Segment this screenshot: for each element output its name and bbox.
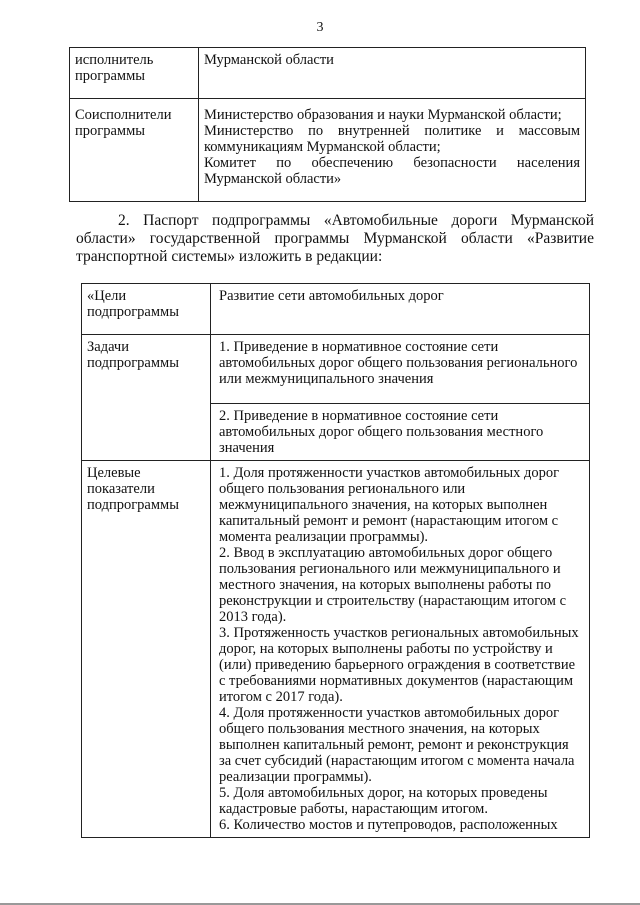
executor-label: исполнитель программы — [70, 48, 199, 99]
paragraph-line: области» государственной программы Мурманской области «Развитие — [76, 230, 594, 247]
task-item: 2. Приведение в нормативное состояние сети автомобильных дорог общего пользования местного значения — [211, 404, 590, 461]
executor-value: Мурманской области — [199, 48, 586, 99]
table-row — [70, 99, 586, 202]
indicator-item: 4. Доля протяженности участков автомобильных дорог общего пользования местного значения, на которых выполнен капитальный ремонт, ремонт и реконструкция за счет субсидий (нарастающим итогом с момента начала реализации программы). — [219, 705, 575, 785]
paragraph-line: 2. Паспорт подпрограммы «Автомобильные дороги Мурманской — [118, 212, 594, 229]
indicator-item: 3. Протяженность участков региональных автомобильных дорог, на которых выполнены работы по устройству и (или) приведению барьерного ограждения в соответствие с требованиями нормативных документов (нарастающим итогом с 2017 года). — [219, 625, 579, 705]
table-row — [82, 284, 590, 335]
goals-value: Развитие сети автомобильных дорог — [211, 284, 590, 335]
program-executors-table — [69, 47, 586, 202]
co-executor-item: Министерство образования и науки Мурманской области; — [204, 107, 562, 123]
co-executor-item: Министерство по внутренней политике и массовым коммуникациям Мурманской области; — [204, 123, 580, 155]
indicator-item: 6. Количество мостов и путепроводов, расположенных — [219, 817, 558, 833]
indicator-item: 2. Ввод в эксплуатацию автомобильных дорог общего пользования регионального или межмуниципального и местного значения, на которых выполнены работы по реконструкции и строительству (нарастающим итогом с 2013 года). — [219, 545, 567, 625]
task-item: 1. Приведение в нормативное состояние сети автомобильных дорог общего пользования регионального или межмуниципального значения — [211, 335, 590, 404]
page-number: 3 — [316, 20, 324, 35]
subprogram-passport-table — [81, 283, 590, 838]
tasks-label: Задачи подпрограммы — [82, 335, 211, 461]
indicators-list — [211, 461, 590, 838]
indicators-label: Целевые показатели подпрограммы — [82, 461, 211, 838]
table-row — [82, 461, 590, 838]
table-row — [82, 335, 590, 404]
co-executor-item: Комитет по обеспечению безопасности населения Мурманской области» — [204, 155, 580, 187]
table-row — [70, 48, 586, 99]
indicator-item: 1. Доля протяженности участков автомобильных дорог общего пользования регионального или межмуниципального значения, на которых выполнен капитальный ремонт и ремонт (нарастающим итогом с момента реализации программы). — [219, 465, 560, 545]
amendment-paragraph — [76, 212, 594, 266]
paragraph-line: транспортной системы» изложить в редакции: — [76, 248, 383, 265]
co-executors-label: Соисполнители программы — [70, 99, 199, 202]
goals-label: «Цели подпрограммы — [82, 284, 211, 335]
indicator-item: 5. Доля автомобильных дорог, на которых проведены кадастровые работы, нарастающим итогом. — [219, 785, 548, 817]
co-executors-list — [199, 99, 586, 202]
